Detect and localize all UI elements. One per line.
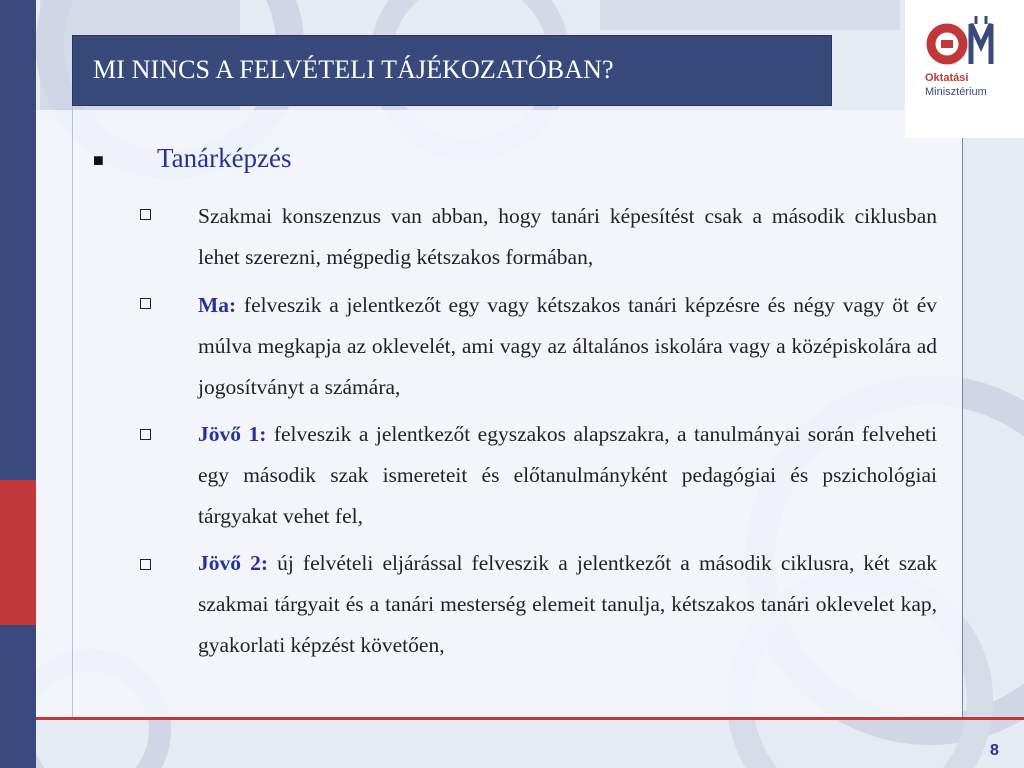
- section-heading: Tanárképzés: [157, 143, 292, 173]
- bullet-item-1: [198, 196, 937, 278]
- hollow-square-bullet-icon: [140, 429, 151, 440]
- page-number: 8: [990, 742, 999, 759]
- bullet-item-3-label: Jövő 1:: [198, 422, 267, 446]
- bullet-item-2-label: Ma:: [198, 293, 237, 317]
- bullet-item-4: [198, 543, 937, 666]
- slide-title: MI NINCS A FELVÉTELI TÁJÉKOZATÓBAN?: [93, 55, 614, 84]
- bullet-item-1-text: Szakmai konszenzus van abban, hogy tanári képesítést csak a második ciklusban lehet szerezni, mégpedig kétszakos formában,: [198, 204, 937, 269]
- bullet-item-4-text: új felvételi eljárással felveszik a jelentkezőt a második ciklusra, két szak szakmai tárgyait és a tanári mesterség elemeit tanulja, kétszakos tanári oklevelet kap, gyakorlati képzést követően,: [198, 551, 937, 657]
- bullet-item-2-text: felveszik a jelentkezőt egy vagy kétszakos tanári képzésre és négy vagy öt év múlva megkapja az oklevelét, ami vagy az általános iskolára vagy a középiskolára ad jogosítványt a számára,: [198, 293, 937, 399]
- bullet-item-3-text: felveszik a jelentkezőt egyszakos alapszakra, a tanulmányai során felveheti egy második szak ismereteit és előtanulmányként pedagógiai és pszichológiai tárgyakat vehet fel,: [198, 422, 937, 528]
- logo-text-oktatasi: Oktatási: [925, 72, 969, 84]
- filled-square-bullet-icon: ■: [93, 150, 104, 170]
- hollow-square-bullet-icon: [140, 298, 151, 309]
- hollow-square-bullet-icon: [140, 209, 151, 220]
- bullet-item-2: [198, 285, 937, 408]
- logo-text-miniszterium: Minisztérium: [925, 86, 987, 98]
- hollow-square-bullet-icon: [140, 559, 151, 570]
- bullet-item-4-label: Jövő 2:: [198, 551, 269, 575]
- bullet-item-3: [198, 414, 937, 537]
